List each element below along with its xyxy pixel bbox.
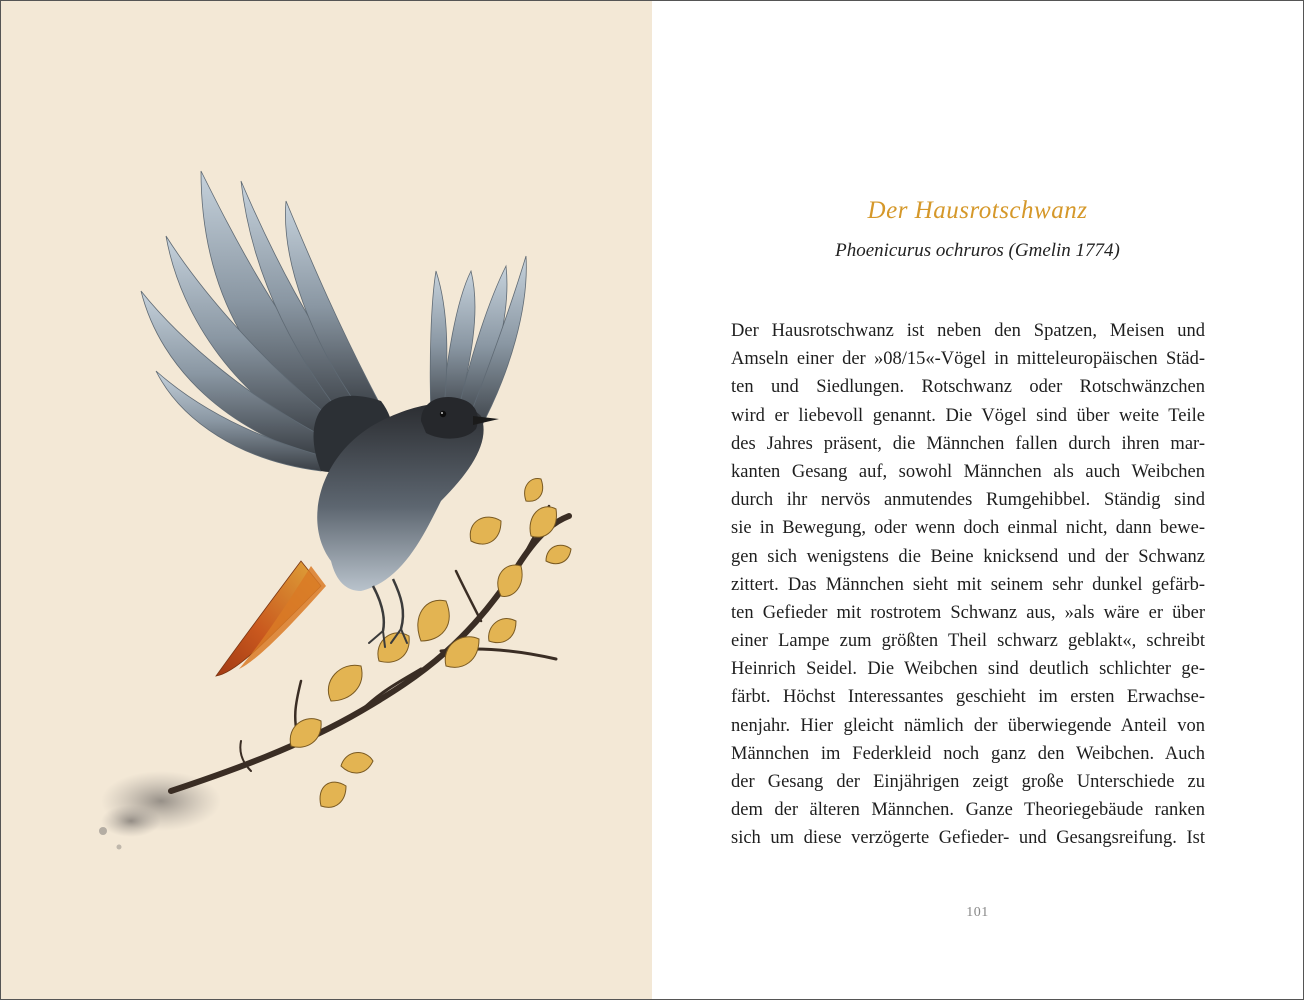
- right-page: [652, 1, 1303, 999]
- body-line: sie in Bewegung, oder wenn doch einmal nicht, dann bewe-: [731, 518, 1205, 539]
- body-line: Amseln einer der »08/15«-Vögel in mitteleuropäischen Städ-: [731, 349, 1205, 370]
- body-line: durch ihr nervös anmutendes Rumgehibbel. Ständig sind: [731, 490, 1205, 511]
- body-line: sich um diese verzögerte Gefieder- und Gesangsreifung. Ist: [731, 828, 1205, 849]
- body-line: färbt. Höchst Interessantes geschieht im ersten Erwachse-: [731, 687, 1205, 708]
- body-text: [731, 317, 1205, 853]
- body-line: ten und Siedlungen. Rotschwanz oder Rotschwänzchen: [731, 377, 1205, 398]
- body-line: einer Lampe zum größten Theil schwarz geblakt«, schreibt: [731, 631, 1205, 652]
- body-line: nenjahr. Hier gleicht nämlich der überwiegende Anteil von: [731, 715, 1205, 736]
- body-line: des Jahres präsent, die Männchen fallen durch ihren mar-: [731, 433, 1205, 454]
- body-line: Heinrich Seidel. Die Weibchen sind deutlich schlichter ge-: [731, 659, 1205, 680]
- body-line: zittert. Das Männchen sieht mit seinem sehr dunkel gefärb-: [731, 574, 1205, 595]
- body-line: gen sich wenigstens die Beine knicksend und der Schwanz: [731, 546, 1205, 567]
- body-line: ten Gefieder mit rostrotem Schwanz aus, »als wäre er über: [731, 602, 1205, 623]
- body-line: der Gesang der Einjährigen zeigt große Unterschiede zu: [731, 772, 1205, 792]
- left-page: [1, 1, 652, 999]
- body-line: Der Hausrotschwanz ist neben den Spatzen, Meisen und: [731, 321, 1205, 341]
- chapter-title: Der Hausrotschwanz: [867, 197, 1088, 224]
- bird-illustration: [1, 1, 652, 999]
- page-number: 101: [966, 905, 989, 920]
- body-line: dem der älteren Männchen. Ganze Theoriegebäude ranken: [731, 800, 1205, 821]
- body-line: kanten Gesang auf, sowohl Männchen als auch Weibchen: [731, 461, 1205, 482]
- body-line: Männchen im Federkleid noch ganz den Weibchen. Auch: [731, 743, 1205, 764]
- scientific-name: Phoenicurus ochruros (Gmelin 1774): [835, 240, 1120, 261]
- body-line: wird er liebevoll genannt. Die Vögel sind über weite Teile: [731, 405, 1205, 426]
